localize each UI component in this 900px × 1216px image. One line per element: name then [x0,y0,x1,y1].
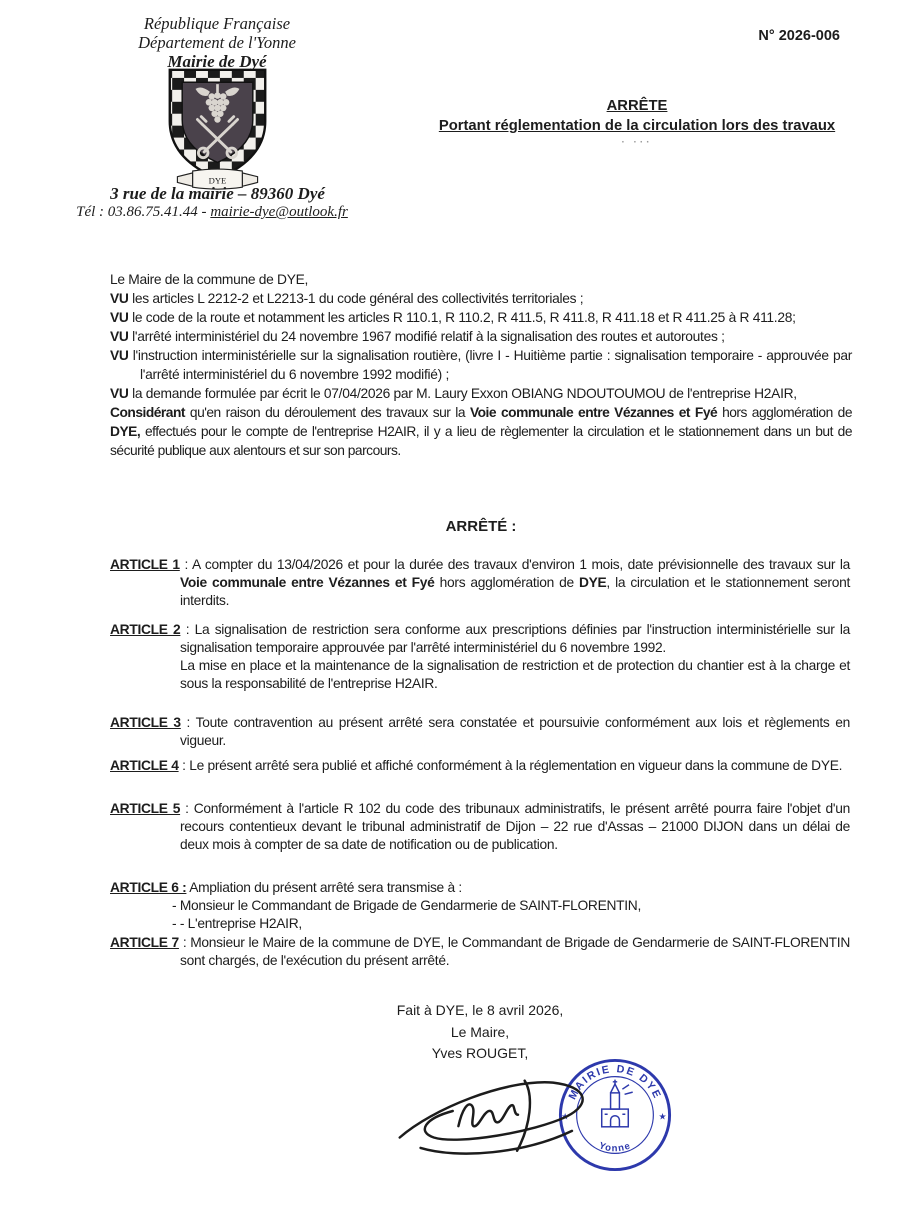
article-label: ARTICLE 5 [110,801,181,816]
article-2: ARTICLE 2 : La signalisation de restriction sera conforme aux prescriptions définies par l'instruction interministérielle sur la signalisation temporaire approuvée par l'arrêté interministériel du 6 novembre 1992. La mise en place et la maintenance de la signalisation de restriction et de protection du chantier est à la charge et sous la responsabilité de l'entreprise H2AIR. [110,622,850,691]
article-1: ARTICLE 1 : A compter du 13/04/2026 et pour la durée des travaux d'environ 1 mois, date prévisionnelle des travaux sur la Voie communale entre Vézannes et Fyé hors agglomération de DYE, la circulation et le stationnement seront interdits. [110,557,850,608]
closing-title: Le Maire, [450,1023,510,1040]
article-label: ARTICLE 7 [110,935,179,950]
contact-line [0,204,424,221]
header-republic: République Française [143,14,291,33]
closing-place-date: Fait à DYE, le 8 avril 2026, [396,1002,564,1018]
stamp-arc-text: MAIRIE DE DYE [566,1063,664,1102]
vu-item: VU l'arrêté interministériel du 24 novembre 1967 modifié relatif à la signalisation des routes et autoroutes ; [110,329,725,344]
title-subject: Portant réglementation de la circulation lors des travaux [438,118,836,134]
stamp-star-right: ★ [658,1111,667,1122]
coat-of-arms-icon [160,66,275,192]
vu-item: VU le code de la route et notamment les articles R 110.1, R 110.2, R 411.5, R 411.8, R 411.18 et R 411.25 à R 411.28; [110,310,796,325]
article-label: ARTICLE 2 [110,622,181,637]
article-4: ARTICLE 4 : Le présent arrêté sera publié et affiché conformément à la réglementation en vigueur dans la commune de DYE. [110,758,843,773]
preamble [110,270,852,460]
title-cutoff-fragment: · ··· [621,137,653,148]
vu-item: VU la demande formulée par écrit le 07/04/2026 par M. Laury Exxon OBIANG NDOUTOUMOU de l'entreprise H2AIR, [110,386,797,401]
ampliation-item: - - L'entreprise H2AIR, [172,916,302,931]
ampliation-item: - Monsieur le Commandant de Brigade de Gendarmerie de SAINT-FLORENTIN, [172,898,641,913]
title-arrete: ARRÊTE [606,98,668,114]
article-3: ARTICLE 3 : Toute contravention au présent arrêté sera constatée et poursuivie conformément aux lois et règlements en vigueur. [110,715,850,748]
header-mairie: Mairie de Dyé [167,52,267,71]
vu-label: VU [110,386,129,401]
vu-label: VU [110,348,129,363]
document-title [412,96,862,148]
closing-name: Yves ROUGET, [431,1045,529,1061]
doc-number: N° 2026-006 [758,28,840,44]
vu-item: VU les articles L 2212-2 et L2213-1 du code général des collectivités territoriales ; [110,291,584,306]
article-6: ARTICLE 6 : Ampliation du présent arrêté sera transmise à : - Monsieur le Commandant de Brigade de Gendarmerie de SAINT-FLORENTIN, - - L'entreprise H2AIR, [110,879,850,933]
section-heading: ARRÊTÉ : [445,518,517,535]
vu-label: VU [110,329,129,344]
vu-item: VU l'instruction interministérielle sur la signalisation routière, (livre I - Huitième partie : signalisation temporaire - approuvée par l'arrêté interministériel du 6 novembre 1992 modifié) ; [110,348,852,382]
opening-line: Le Maire de la commune de DYE, [110,272,309,287]
stamp-star-left: ★ [561,1111,570,1122]
article-7: ARTICLE 7 : Monsieur le Maire de la commune de DYE, le Commandant de Brigade de Gendarmerie de SAINT-FLORENTIN sont chargés, de l'exécution du présent arrêté. [110,935,850,968]
crest-banner-text: DYE [208,175,227,186]
address-line: 3 rue de la mairie – 89360 Dyé [110,184,325,203]
stamp-bottom-text: Yonne [597,1140,633,1155]
header-department: Département de l'Yonne [138,33,296,52]
article-label: ARTICLE 4 [110,758,179,773]
article-5: ARTICLE 5 : Conformément à l'article R 102 du code des tribunaux administratifs, le présent arrêté pourra faire l'objet d'un recours contentieux devant le tribunal administratif de Dijon – 22 rue d'Assas – 21000 DIJON dans un délai de deux mois à compter de sa date de notification ou de publication. [110,801,850,852]
article-label: ARTICLE 6 : [110,880,187,895]
phone-text: Tél : 03.86.75.41.44 - [76,204,211,220]
municipality-header [37,14,397,71]
email-link[interactable]: mairie-dye@outlook.fr [210,204,348,220]
mayor-signature [392,1058,610,1164]
considerant-paragraph: Considérant qu'en raison du déroulement des travaux sur la Voie communale entre Vézannes et Fyé hors agglomération de DYE, effectués pour le compte de l'entreprise H2AIR, il y a lieu de règlementer la circulation et le stationnement dans un but de sécurité publique aux alentours et sur son parcours. [110,405,852,458]
vu-label: VU [110,291,129,306]
article-label: ARTICLE 3 [110,715,181,730]
article-label: ARTICLE 1 [110,557,180,572]
closing-block [320,1000,640,1065]
vu-label: VU [110,310,129,325]
